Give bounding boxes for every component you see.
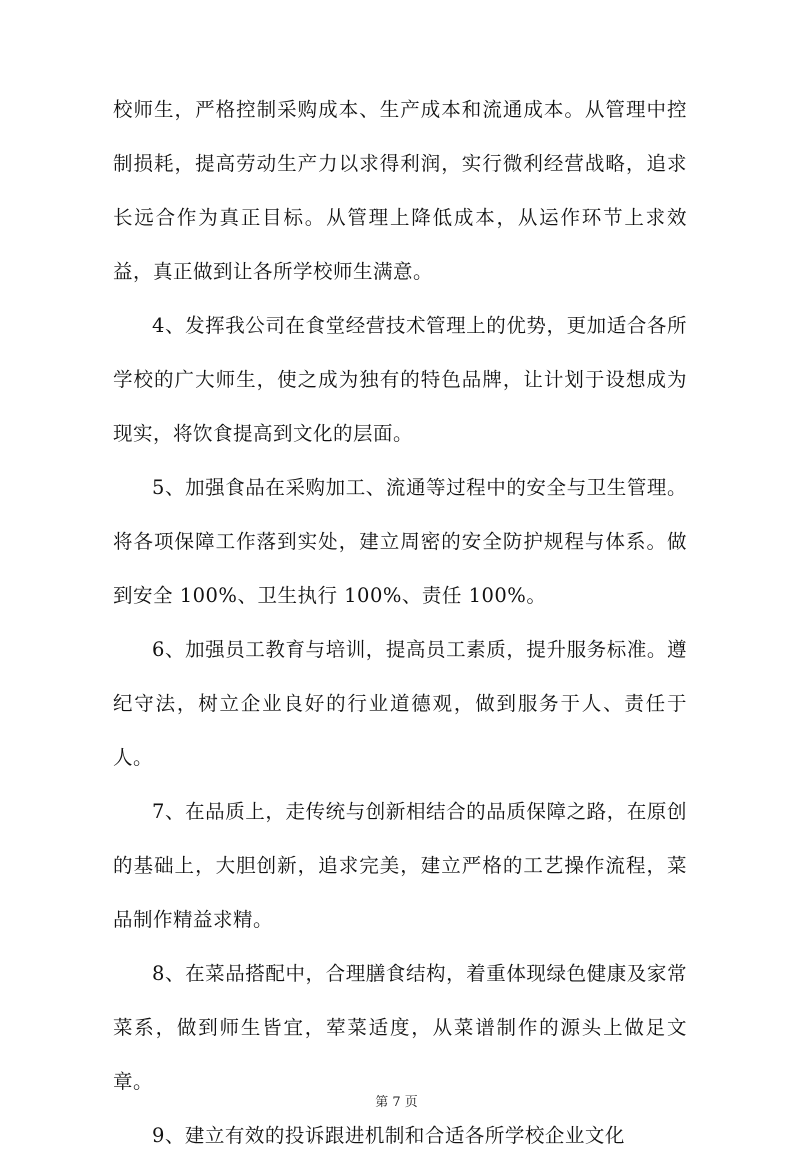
paragraph-item-5: 5、加强食品在采购加工、流通等过程中的安全与卫生管理。将各项保障工作落到实处，建立周密的安全防护规程与体系。做到安全 100%、卫生执行 100%、责任 100%。 bbox=[113, 476, 687, 607]
paragraph-item-4: 4、发挥我公司在食堂经营技术管理上的优势，更加适合各所学校的广大师生，使之成为独有的特色品牌，让计划于设想成为现实，将饮食提高到文化的层面。 bbox=[113, 314, 687, 445]
paragraph-item-6: 6、加强员工教育与培训，提高员工素质，提升服务标准。遵纪守法，树立企业良好的行业道德观，做到服务于人、责任于人。 bbox=[113, 638, 687, 769]
page-number-footer: 第 7 页 bbox=[375, 1095, 418, 1110]
paragraph-continued: 校师生，严格控制采购成本、生产成本和流通成本。从管理中控制损耗，提高劳动生产力以求得利润，实行微利经营战略，追求长远合作为真正目标。从管理上降低成本，从运作环节上求效益，真正做到让各所学校师生满意。 bbox=[113, 98, 687, 283]
paragraph-item-9: 9、建立有效的投诉跟进机制和合适各所学校企业文化 bbox=[152, 1124, 625, 1147]
paragraph-item-7: 7、在品质上，走传统与创新相结合的品质保障之路，在原创的基础上，大胆创新，追求完美，建立严格的工艺操作流程，菜品制作精益求精。 bbox=[113, 800, 687, 931]
document-body bbox=[113, 83, 687, 1163]
paragraph-item-8: 8、在菜品搭配中，合理膳食结构，着重体现绿色健康及家常菜系，做到师生皆宜，荤菜适度，从菜谱制作的源头上做足文章。 bbox=[113, 962, 687, 1093]
